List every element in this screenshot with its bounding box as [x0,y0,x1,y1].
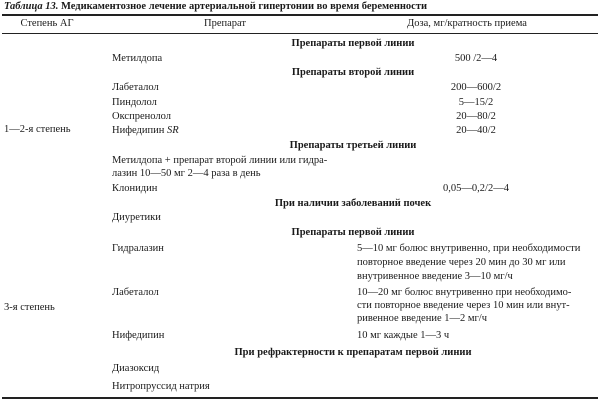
section-kidney: При наличии заболеваний почек [274,198,432,209]
dose-hydralazine-line3: внутривенное введение 3—10 мг/ч [357,271,513,282]
drug-labetalol-iv: Лабеталол [112,287,159,298]
drug-nitroprusside: Нитропруссид натрия [112,381,210,392]
drug-nifedipine-sr-suffix: SR [166,125,179,136]
stage-label-1-2: 1—2-я степень [4,124,71,135]
section-refractory: При рефрактерности к препаратам первой линии [234,347,472,358]
drug-clonidine: Клонидин [112,183,158,194]
top-rule [2,14,598,16]
dose-nifedipine-sr: 20—40/2 [456,125,496,136]
drug-nifedipine: Нифедипин [112,330,165,341]
dose-hydralazine-line2: повторное введение через 20 мин до 30 мг или [357,257,566,268]
dose-nifedipine: 10 мг каждые 1—3 ч [357,330,450,341]
dose-labetalol-iv-line1: 10—20 мг болюс внутривенно при необходимо- [357,287,572,298]
stage-label-3: 3-я степень [4,302,55,313]
dose-clonidine: 0,05—0,2/2—4 [443,183,509,194]
drug-hydralazine: Гидралазин [112,243,164,254]
column-header-stage: Степень АГ [20,18,74,29]
drug-nifedipine-name: Нифедипин [112,125,165,136]
column-header-drug: Препарат [204,18,246,29]
dose-labetalol-iv-line3: ривенное введение 1—2 мг/ч [357,313,488,324]
table-number: Таблица 13. [4,1,59,12]
drug-labetalol: Лабеталол [112,82,159,93]
drug-combo-line2: лазин 10—50 мг 2—4 раза в день [112,168,261,179]
drug-pindolol: Пиндолол [112,97,157,108]
table-title: Медикаментозное лечение артериальной гипертонии во время беременности [60,1,428,12]
dose-oxprenolol: 20—80/2 [456,111,496,122]
dose-pindolol: 5—15/2 [458,97,494,108]
section-first-line: Препараты первой линии [291,38,415,49]
drug-oxprenolol: Окспренолол [112,111,171,122]
dose-methyldopa: 500 /2—4 [454,53,498,64]
section-third-line: Препараты третьей линии [289,140,417,151]
drug-diuretics: Диуретики [112,212,161,223]
dose-labetalol-iv-line2: сти повторное введение через 10 мин или внут- [357,300,570,311]
drug-diazoxide: Диазоксид [112,363,160,374]
table-caption [4,1,427,12]
section-second-line: Препараты второй линии [291,67,415,78]
section-first-line-3: Препараты первой линии [291,227,415,238]
bottom-rule [2,397,598,399]
dose-hydralazine-line1: 5—10 мг болюс внутривенно, при необходимости [357,243,581,254]
header-bottom-rule [2,33,598,34]
drug-methyldopa: Метилдопа [112,53,163,64]
dose-labetalol: 200—600/2 [450,82,502,93]
column-header-dose: Доза, мг/кратность приема [407,18,527,29]
drug-nifedipine-sr [112,124,179,137]
drug-combo-line1: Метилдопа + препарат второй линии или гидра- [112,155,328,166]
